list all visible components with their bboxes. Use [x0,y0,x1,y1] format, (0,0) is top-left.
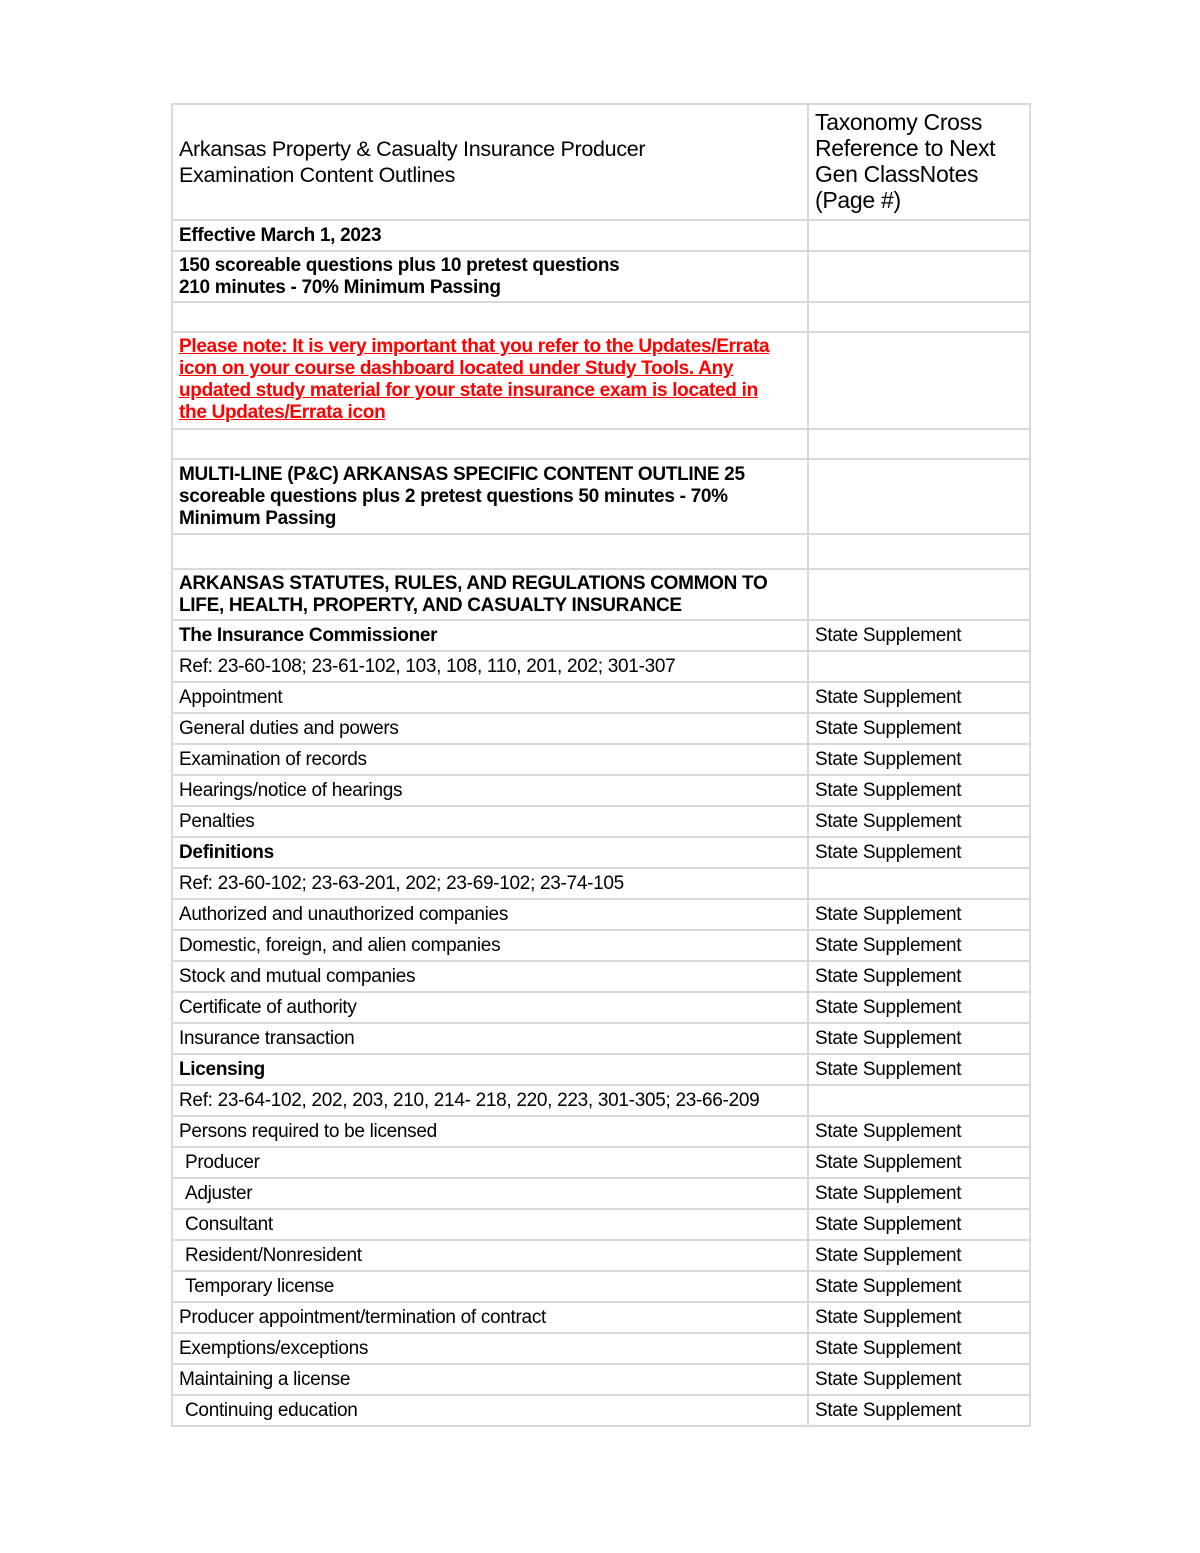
multiline-line-2: scoreable questions plus 2 pretest questions 50 minutes - 70% [179,485,728,507]
reference-cell [808,868,1030,899]
topic-item: General duties and powers [172,713,808,744]
empty-cell [808,459,1030,534]
note-line-1: Please note: It is very important that you refer to the Updates/Errata [179,336,770,357]
reference-cell: State Supplement [808,837,1030,868]
statute-reference: Ref: 23-60-102; 23-63-201, 202; 23-69-102; 23-74-105 [172,868,808,899]
subtopic-item: Resident/Nonresident [172,1240,808,1271]
table-row [172,1364,1030,1395]
topic-item: Hearings/notice of hearings [172,775,808,806]
topic-item: Exemptions/exceptions [172,1333,808,1364]
exam-info-row [172,251,1030,302]
reference-cell: State Supplement [808,961,1030,992]
reference-cell: State Supplement [808,992,1030,1023]
table-row [172,1116,1030,1147]
reference-cell: State Supplement [808,1023,1030,1054]
table-row [172,1085,1030,1116]
table-row [172,868,1030,899]
empty-cell [808,332,1030,429]
table-row [172,930,1030,961]
reference-cell: State Supplement [808,713,1030,744]
reference-cell: State Supplement [808,1209,1030,1240]
table-row [172,1209,1030,1240]
blank-row [172,302,1030,332]
reference-cell: State Supplement [808,744,1030,775]
reference-cell: State Supplement [808,1116,1030,1147]
subtopic-item: Consultant [172,1209,808,1240]
topic-item: Insurance transaction [172,1023,808,1054]
subtopic-item: Adjuster [172,1178,808,1209]
table-row [172,899,1030,930]
empty-cell [172,429,808,459]
blank-row [172,534,1030,569]
table-row [172,1147,1030,1178]
topic-item: Persons required to be licensed [172,1116,808,1147]
reference-cell: State Supplement [808,1178,1030,1209]
statute-reference: Ref: 23-64-102, 202, 203, 210, 214- 218, 220, 223, 301-305; 23-66-209 [172,1085,808,1116]
reference-cell: State Supplement [808,1364,1030,1395]
table-row [172,651,1030,682]
multiline-line-3: Minimum Passing [179,507,337,529]
section-heading: The Insurance Commissioner [172,620,808,651]
section-row [172,620,1030,651]
table-row [172,961,1030,992]
reference-cell: State Supplement [808,1147,1030,1178]
topic-item: Examination of records [172,744,808,775]
statute-reference: Ref: 23-60-108; 23-61-102, 103, 108, 110, 201, 202; 301-307 [172,651,808,682]
table-row [172,744,1030,775]
table-row [172,1333,1030,1364]
topic-item: Authorized and unauthorized companies [172,899,808,930]
empty-cell [808,251,1030,302]
empty-cell [172,534,808,569]
common-statutes-heading [172,569,808,620]
note-line-2: icon on your course dashboard located under Study Tools. Any [179,358,734,379]
reference-cell: State Supplement [808,930,1030,961]
reference-cell: State Supplement [808,1333,1030,1364]
table-row [172,992,1030,1023]
subtopic-item: Temporary license [172,1271,808,1302]
reference-cell: State Supplement [808,1054,1030,1085]
ref-header-line-3: Gen ClassNotes [815,161,979,187]
table-row [172,806,1030,837]
table-row [172,775,1030,806]
section-heading: Definitions [172,837,808,868]
topic-item: Stock and mutual companies [172,961,808,992]
ref-header-line-2: Reference to Next [815,135,996,161]
topic-item: Domestic, foreign, and alien companies [172,930,808,961]
reference-cell: State Supplement [808,1302,1030,1333]
table-row [172,713,1030,744]
reference-cell: State Supplement [808,899,1030,930]
common-statutes-row [172,569,1030,620]
ref-header-line-1: Taxonomy Cross [815,109,983,135]
table-row [172,682,1030,713]
empty-cell [808,429,1030,459]
section-row [172,837,1030,868]
multiline-outline-row [172,459,1030,534]
reference-cell: State Supplement [808,1395,1030,1426]
reference-cell [808,651,1030,682]
reference-cell: State Supplement [808,1271,1030,1302]
document-title [172,104,808,220]
common-line-2: LIFE, HEALTH, PROPERTY, AND CASUALTY INSURANCE [179,594,682,616]
ref-header-line-4: (Page #) [815,187,901,213]
reference-cell: State Supplement [808,1240,1030,1271]
taxonomy-column-header [808,104,1030,220]
effective-date: Effective March 1, 2023 [172,220,808,251]
effective-date-row [172,220,1030,251]
table-row [172,1178,1030,1209]
table-row [172,1395,1030,1426]
reference-cell: State Supplement [808,775,1030,806]
empty-cell [808,569,1030,620]
empty-cell [172,302,808,332]
multiline-line-1: MULTI-LINE (P&C) ARKANSAS SPECIFIC CONTENT OUTLINE 25 [179,463,745,485]
reference-cell: State Supplement [808,806,1030,837]
section-row [172,1054,1030,1085]
topic-item: Appointment [172,682,808,713]
topic-item: Penalties [172,806,808,837]
header-row [172,104,1030,220]
title-line-1: Arkansas Property & Casualty Insurance Producer [179,137,646,161]
reference-cell: State Supplement [808,682,1030,713]
errata-note [172,332,808,429]
exam-info [172,251,808,302]
table-row [172,1271,1030,1302]
exam-info-line-1: 150 scoreable questions plus 10 pretest questions [179,254,620,276]
table-row [172,1302,1030,1333]
note-line-3: updated study material for your state insurance exam is located in [179,380,758,401]
title-line-2: Examination Content Outlines [179,163,456,187]
empty-cell [808,302,1030,332]
errata-note-row [172,332,1030,429]
table-row [172,1240,1030,1271]
common-line-1: ARKANSAS STATUTES, RULES, AND REGULATIONS COMMON TO [179,572,768,594]
empty-cell [808,220,1030,251]
subtopic-item: Producer [172,1147,808,1178]
multiline-outline-heading [172,459,808,534]
note-line-4: the Updates/Errata icon [179,402,386,423]
blank-row [172,429,1030,459]
empty-cell [808,534,1030,569]
topic-item: Maintaining a license [172,1364,808,1395]
topic-item: Certificate of authority [172,992,808,1023]
exam-info-line-2: 210 minutes - 70% Minimum Passing [179,276,501,298]
section-heading: Licensing [172,1054,808,1085]
subtopic-item: Continuing education [172,1395,808,1426]
reference-cell [808,1085,1030,1116]
content-outline-table [171,103,1031,1427]
table-row [172,1023,1030,1054]
reference-cell: State Supplement [808,620,1030,651]
topic-item: Producer appointment/termination of contract [172,1302,808,1333]
